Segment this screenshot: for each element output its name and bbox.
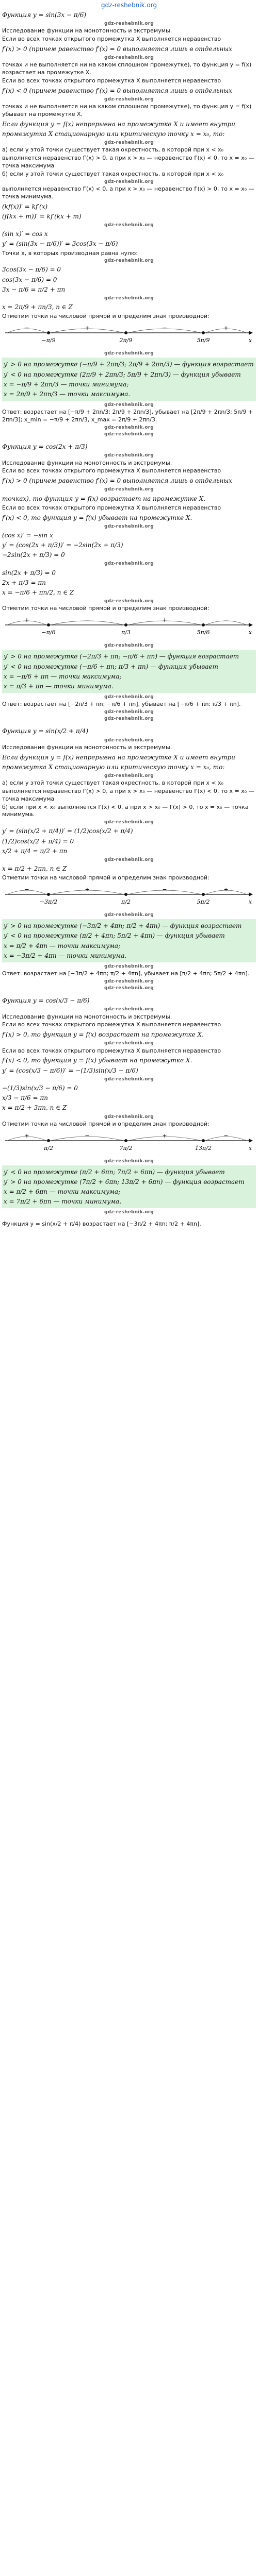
content	[0, 8, 258, 1228]
solution-line: (f(kx + m))′ = kf′(kx + m)	[2, 212, 82, 220]
axis-arrow-icon	[249, 1139, 253, 1143]
site-header	[0, 0, 258, 8]
watermark-text[interactable]: gdz-reshebnik.org	[104, 140, 154, 146]
result-line: y′ > 0 на промежутке (7π/2 + 6πn; 13π/2 + 6πn) — функция возрастает	[4, 1178, 245, 1185]
solution-line: Если во всех точках открытого промежутка X выполняется неравенство	[2, 1047, 221, 1054]
solution-line: б) если у этой точки существует такая окрестность, в которой при x < x₀	[2, 170, 224, 177]
watermark-text[interactable]: gdz-reshebnik.org	[104, 258, 154, 264]
derivative-sign: −	[162, 325, 167, 332]
watermark-text[interactable]: gdz-reshebnik.org	[104, 820, 154, 825]
number-line-svg	[2, 616, 254, 639]
solution-line: Отметим точки на числовой прямой и определим знак производной:	[2, 874, 209, 882]
section-title: Функция y = sin(x/2 + π/4)	[2, 727, 89, 735]
solution-line: промежутка X стационарную или критическую точку x = x₀, то:	[2, 763, 225, 771]
watermark-text[interactable]: gdz-reshebnik.org	[104, 694, 154, 700]
watermark-text[interactable]: gdz-reshebnik.org	[104, 599, 154, 604]
solution-line: Если во всех точках открытого промежутка X выполняется неравенство	[2, 1021, 221, 1028]
watermark-text[interactable]: gdz-reshebnik.org	[104, 737, 154, 743]
derivative-sign: +	[85, 886, 90, 893]
solution-line: x = π/2 + 2πn, n ∈ Z	[2, 865, 67, 873]
number-line	[2, 324, 256, 347]
critical-point-label: π/2	[44, 1144, 53, 1151]
watermark-text[interactable]: gdz-reshebnik.org	[104, 487, 154, 493]
watermark-text[interactable]: gdz-reshebnik.org	[104, 21, 154, 27]
solution-line: −2sin(2x + π/3) = 0	[2, 551, 65, 559]
solution-line: x = π/2 + 3πn, n ∈ Z	[2, 1104, 67, 1112]
results-block	[2, 650, 256, 693]
section-title: Функция y = cos(x/3 − π/6)	[2, 997, 90, 1005]
watermark-text[interactable]: gdz-reshebnik.org	[104, 55, 154, 61]
solution-line: б) если при x < x₀ выполняется f′(x) < 0, а при x > x₀ — f′(x) > 0, то x = x₀ — точка минимума.	[2, 803, 249, 818]
critical-point	[202, 623, 205, 626]
watermark-text[interactable]: gdz-reshebnik.org	[104, 1210, 154, 1215]
derivative-sign: +	[24, 1132, 29, 1139]
solution-line: Если во всех точках открытого промежутка X выполняется неравенство	[2, 504, 221, 511]
solution-line: 3x − π/6 = π/2 + πn	[2, 285, 66, 293]
critical-point-label: 5π/6	[197, 629, 210, 636]
solution-line: x/3 − π/6 = πn	[2, 1094, 48, 1102]
watermark-text[interactable]: gdz-reshebnik.org	[104, 523, 154, 529]
watermark-text[interactable]: gdz-reshebnik.org	[104, 402, 154, 408]
derivative-sign: −	[223, 617, 229, 624]
critical-point	[202, 1139, 205, 1142]
solution-line: Исследование функции на монотонность и экстремумы.	[2, 1013, 172, 1020]
axis-arrow-icon	[249, 623, 253, 627]
watermark-text[interactable]: gdz-reshebnik.org	[104, 773, 154, 778]
result-line: x = −3π/2 + 4πn — точки минимума.	[4, 952, 127, 959]
solution-line: Отметим точки на числовой прямой и определим знак производной:	[2, 1120, 209, 1127]
derivative-sign: −	[85, 617, 90, 624]
solution-line: f′(x) > 0 (причем равенство f′(x) = 0 выполняется лишь в отдельных	[2, 45, 232, 53]
solution-line: f′(x) > 0 (причем равенство f′(x) = 0 выполняется лишь в отдельных	[2, 477, 232, 485]
axis-x-label: x	[248, 337, 252, 344]
derivative-sign: −	[162, 886, 167, 893]
solution-line: −(1/3)sin(x/3 − π/6) = 0	[2, 1084, 78, 1092]
watermark-text[interactable]: gdz-reshebnik.org	[104, 1041, 154, 1046]
results-block	[2, 1165, 256, 1209]
watermark-text[interactable]: gdz-reshebnik.org	[104, 857, 154, 862]
solution-line: y′ = (cos(2x + π/3))′ = −2sin(2x + π/3)	[2, 541, 123, 549]
watermark-text[interactable]: gdz-reshebnik.org	[104, 453, 154, 459]
solution-line: Если во всех точках открытого промежутка X выполняется неравенство	[2, 36, 221, 43]
critical-point-label: π/2	[121, 899, 131, 906]
solution-line: Отметим точки на числовой прямой и определим знак производной:	[2, 313, 209, 320]
results-block	[2, 919, 256, 962]
watermark-text[interactable]: gdz-reshebnik.org	[104, 1076, 154, 1082]
solution-section	[0, 440, 258, 724]
result-line: x = 2π/9 + 2πn/3 — точки максимума.	[4, 390, 131, 398]
derivative-sign: −	[24, 886, 29, 893]
section-title: Функция y = sin(3x − π/6)	[2, 11, 87, 19]
critical-point-label: 2π/9	[119, 337, 133, 344]
derivative-sign: +	[223, 325, 229, 332]
solution-line: выполняется неравенство f′(x) > 0, а при x > x₀ — неравенство f′(x) < 0, то x = x₀ — точка максимума	[2, 787, 254, 802]
solution-section	[0, 994, 258, 1218]
axis-x-label: x	[248, 899, 252, 906]
critical-point	[124, 1139, 127, 1142]
number-line-svg	[2, 1131, 254, 1155]
critical-point	[47, 623, 50, 626]
critical-point	[202, 331, 205, 334]
result-line: x = −π/6 + πn — точки максимума;	[4, 672, 122, 680]
watermark-text[interactable]: gdz-reshebnik.org	[104, 1158, 154, 1164]
critical-point-label: 5π/2	[197, 899, 210, 906]
axis-x-label: x	[248, 1144, 252, 1151]
solution-line: 3cos(3x − π/6) = 0	[2, 266, 61, 274]
watermark-text[interactable]: gdz-reshebnik.org	[104, 716, 154, 722]
solution-line: (cos x)′ = −sin x	[2, 531, 53, 539]
critical-point	[47, 893, 50, 896]
critical-point-label: −3π/2	[39, 899, 58, 906]
critical-point	[47, 331, 50, 334]
critical-point-label: 7π/2	[119, 1144, 133, 1151]
derivative-sign: +	[85, 325, 90, 332]
solution-line: y′ = (sin(x/2 + π/4))′ = (1/2)cos(x/2 + π/4)	[2, 827, 133, 835]
critical-point	[47, 1139, 50, 1142]
critical-point	[202, 893, 205, 896]
result-line: y′ > 0 на промежутке (−2π/3 + πn; −π/6 + πn) — функция возрастает	[4, 653, 239, 660]
watermark-text[interactable]: gdz-reshebnik.org	[104, 964, 154, 969]
derivative-sign: +	[24, 617, 29, 624]
solution-line: f′(x) < 0, то функция y = f(x) убывает на промежутке X.	[2, 514, 192, 521]
watermark-text[interactable]: gdz-reshebnik.org	[104, 1114, 154, 1120]
solution-line: cos(3x − π/6) = 0	[2, 276, 57, 283]
solution-section	[0, 724, 258, 994]
solution-line: точках и не выполняется ни на каком сплошном промежутке), то функция y = f(x) возрастает на промежутке X.	[2, 61, 252, 76]
critical-point-label: 5π/9	[197, 337, 210, 344]
solution-line: (sin x)′ = cos x	[2, 230, 48, 238]
result-line: y′ > 0 на промежутке (−π/9 + 2πn/3; 2π/9 + 2πn/3) — функция возрастает	[4, 361, 254, 368]
derivative-sign: +	[162, 617, 167, 624]
answer-line: Ответ: возрастает на [−2π/3 + πn; −π/6 + πn], убывает на [−π/6 + πn; π/3 + πn].	[2, 701, 241, 708]
critical-point	[124, 331, 127, 334]
result-line: y′ < 0 на промежутке (2π/9 + 2πn/3; 5π/9 + 2πn/3) — функция убывает	[4, 370, 241, 378]
derivative-sign: −	[24, 325, 29, 332]
solution-line: Точки x, в которых производная равна нулю:	[2, 249, 138, 257]
result-line: x = π/2 + 4πn — точки максимума;	[4, 942, 121, 950]
solution-line: (1/2)cos(x/2 + π/4) = 0	[2, 837, 74, 845]
solution-line: x = 2π/9 + πn/3, n ∈ Z	[2, 303, 73, 311]
derivative-sign: −	[85, 1132, 90, 1139]
watermark-text[interactable]: gdz-reshebnik.org	[104, 296, 154, 301]
result-line: y′ < 0 на промежутке (π/2 + 6πn; 7π/2 + 6πn) — функция убывает	[4, 1168, 225, 1176]
result-line: x = −π/9 + 2πn/3 — точки минимума;	[4, 380, 129, 388]
critical-point-label: π/3	[121, 629, 131, 636]
solution-line: точках), то функция y = f(x) возрастает на промежутке X.	[2, 495, 206, 502]
solution-line: y′ = (sin(3x − π/6))′ = 3cos(3x − π/6)	[2, 240, 118, 248]
watermark-text[interactable]: gdz-reshebnik.org	[104, 912, 154, 918]
solution-line: Если во всех точках открытого промежутка X выполняется неравенство	[2, 467, 221, 474]
axis-x-label: x	[248, 629, 252, 636]
answer-line: Ответ: возрастает на [−3π/2 + 4πn; π/2 + 4πn], убывает на [π/2 + 4πn; 5π/2 + 4πn].	[2, 970, 250, 977]
result-line: x = π/2 + 6πn — точки максимума;	[4, 1188, 121, 1196]
watermark-text[interactable]: gdz-reshebnik.org	[104, 1007, 154, 1012]
critical-point	[124, 893, 127, 896]
number-line-svg	[2, 885, 254, 909]
derivative-sign: −	[223, 1132, 229, 1139]
result-line: y′ < 0 на промежутке (−π/6 + πn; π/3 + πn) — функция убывает	[4, 663, 218, 670]
solution-line: Отметим точки на числовой прямой и определим знак производной:	[2, 605, 209, 612]
solution-line: Если функция y = f(x) непрерывна на промежутке X и имеет внутри	[2, 753, 235, 761]
result-line: x = π/3 + πn — точки минимума.	[4, 682, 114, 690]
solution-line: f′(x) > 0, то функция y = f(x) возрастает на промежутке X.	[2, 1031, 204, 1039]
solution-line: промежутка X стационарную или критическую точку x = x₀, то:	[2, 130, 225, 138]
solution-line: y′ = (cos(x/3 − π/6))′ = −(1/3)sin(x/3 − π/6)	[2, 1066, 138, 1074]
solution-line: точках и не выполняется ни на каком сплошном промежутке), то функция y = f(x) убывает на промежутке X.	[2, 103, 252, 118]
watermark-text[interactable]: gdz-reshebnik.org	[104, 425, 154, 430]
solution-line: Исследование функции на монотонность и экстремумы.	[2, 743, 172, 751]
solution-line: f′(x) < 0, то функция y = f(x) убывает на промежутке X.	[2, 1057, 192, 1064]
result-line: y′ < 0 на промежутке (π/2 + 4πn; 5π/2 + 4πn) — функция убывает	[4, 932, 225, 940]
number-line	[2, 885, 256, 909]
solution-line: x = −π/6 + πn/2, n ∈ Z	[2, 589, 74, 596]
solution-line: (kf(x))′ = kf′(x)	[2, 202, 48, 210]
footer-line: Функция y = sin(x/2 + π/4) возрастает на [−3π/2 + 4πn; π/2 + 4πn].	[2, 1220, 201, 1227]
solution-line: x/2 + π/4 = π/2 + πn	[2, 847, 68, 855]
watermark-text[interactable]: gdz-reshebnik.org	[104, 179, 154, 184]
watermark-text[interactable]: gdz-reshebnik.org	[104, 97, 154, 103]
solution-line: f′(x) < 0 (причем равенство f′(x) = 0 выполняется лишь в отдельных	[2, 87, 232, 94]
solution-line: Если функция y = f(x) непрерывна на промежутке X и имеет внутри	[2, 120, 235, 128]
axis-arrow-icon	[249, 331, 253, 335]
watermark-text[interactable]: gdz-reshebnik.org	[104, 709, 154, 715]
number-line-svg	[2, 324, 254, 347]
result-line: x = 7π/2 + 6πn — точки минимума.	[4, 1198, 122, 1206]
number-line	[2, 616, 256, 639]
critical-point-label: −π/6	[41, 629, 56, 636]
solution-line: а) если у этой точки существует такая окрестность, в которой при x < x₀	[2, 779, 223, 787]
result-line: y′ > 0 на промежутке (−3π/2 + 4πn; π/2 + 4πn) — функция возрастает	[4, 922, 242, 930]
solution-line: sin(2x + π/3) = 0	[2, 569, 56, 577]
critical-point	[124, 623, 127, 626]
solution-line: Исследование функции на монотонность и экстремумы.	[2, 459, 172, 466]
critical-point-label: −π/9	[41, 337, 56, 344]
solution-line: Если во всех точках открытого промежутка X выполняется неравенство	[2, 77, 221, 84]
axis-arrow-icon	[249, 892, 253, 896]
watermark-text[interactable]: gdz-reshebnik.org	[104, 643, 154, 649]
watermark-text[interactable]: gdz-reshebnik.org	[104, 561, 154, 567]
derivative-sign: +	[162, 1132, 167, 1139]
solution-line: выполняется неравенство f′(x) < 0, а при x > x₀ — неравенство f′(x) > 0, то x = x₀ — точка минимума.	[2, 185, 254, 200]
solution-line: а) если у этой точки существует такая окрестность, в которой при x < x₀	[2, 146, 223, 154]
watermark-text[interactable]: gdz-reshebnik.org	[104, 222, 154, 228]
site-watermark[interactable]: gdz-reshebnik.org	[101, 2, 157, 9]
solution-line: 2x + π/3 = πn	[2, 579, 46, 586]
solution-line: Исследование функции на монотонность и экстремумы.	[2, 27, 172, 35]
number-line	[2, 1131, 256, 1155]
answer-line: Ответ: возрастает на [−π/9 + 2πn/3; 2π/9 + 2πn/3], убывает на [2π/9 + 2πn/3; 5π/9 + 2πn/3]; x_min = −π/9 + 2πn/3, x_max = 2π/9 + 2πn/3.	[2, 409, 253, 423]
watermark-text[interactable]: gdz-reshebnik.org	[104, 978, 154, 984]
derivative-sign: +	[223, 886, 229, 893]
watermark-text[interactable]: gdz-reshebnik.org	[104, 986, 154, 991]
section-title: Функция y = cos(2x + π/3)	[2, 443, 88, 451]
results-block	[2, 358, 256, 401]
solution-section	[0, 8, 258, 440]
solution-line: выполняется неравенство f′(x) > 0, а при x > x₀ — неравенство f′(x) < 0, то x = x₀ — точка максимума	[2, 155, 254, 170]
critical-point-label: 13π/2	[195, 1144, 212, 1151]
watermark-text[interactable]: gdz-reshebnik.org	[104, 351, 154, 357]
watermark-text[interactable]: gdz-reshebnik.org	[104, 432, 154, 437]
